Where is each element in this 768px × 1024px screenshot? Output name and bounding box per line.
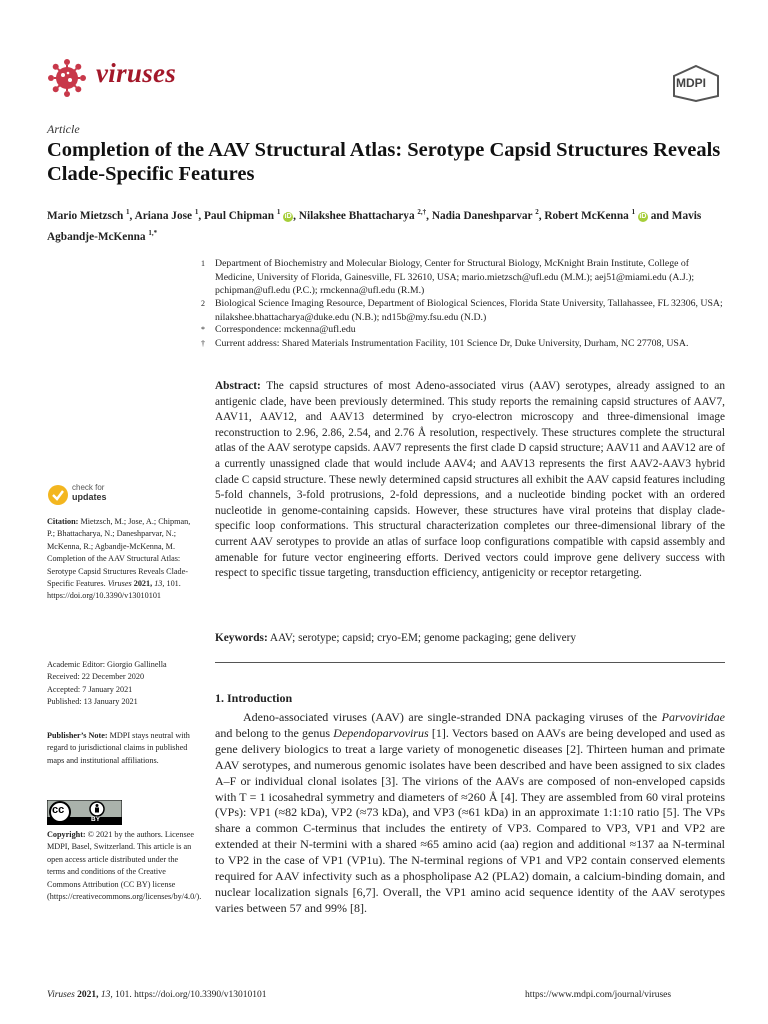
mdpi-logo [670,64,722,102]
abstract-label: Abstract: [215,380,261,392]
correspondence [201,323,725,337]
footer-volume: 13, [100,990,113,1000]
affiliation-mark: † [201,339,205,348]
section-divider [215,662,725,663]
author-name: Nadia Daneshparvar [431,209,536,222]
keywords-text: AAV; serotype; capsid; cryo-EM; genome packaging; gene delivery [269,632,576,644]
footer-year: 2021, [77,990,99,1000]
citation-volume: 13, [154,579,165,589]
publisher-note-text: MDPI stays neutral with regard to jurisdictional claims in published maps and institutional affiliations. [47,731,190,765]
author-affiliation-mark: 1 [276,208,281,216]
copyright-block [47,829,202,903]
copyright-text: © 2021 by the authors. Licensee MDPI, Basel, Switzerland. This article is an open access article distributed under the terms and conditions of the Creative Commons Attribution (CC BY) license (https://creativecommons.org/licenses/by/4.0/). [47,830,202,902]
citation-label: Citation: [47,517,79,526]
orcid-icon[interactable]: iD [284,212,292,220]
orcid-icon[interactable]: iD [639,212,647,220]
author-affiliation-mark: 2,† [417,208,427,216]
check-updates-line1: check for [72,483,105,492]
affiliation-2 [201,297,725,324]
check-updates-line2: updates [72,492,107,502]
author-list: Mario Mietzsch $^1$, Ariana Jose $^1$, Paul Chipman $^1$ iD , Nilakshee Bhattacharya $^{2,\dagger}$, Nadia Daneshparvar $^2$, Robert McKenna $^1$ iD and Mavis Agbandje-McKenna $^{1,*}$ [47,208,702,243]
cc-by-license-badge[interactable] [47,800,122,825]
author-name: Paul Chipman [203,209,277,222]
affiliation-mark: * [201,325,205,334]
article-title: Completion of the AAV Structural Atlas: Serotype Capsid Structures Reveals Clade-Specific Features [47,139,721,185]
cc-by-text: BY [91,816,101,823]
genus-name: Dependoparvovirus [333,725,429,740]
affiliation-1 [201,257,725,298]
author-affiliation-mark: 1,* [148,228,158,237]
intro-text: and belong to the genus [215,725,331,740]
intro-text: Adeno-associated viruses (AAV) are single-stranded DNA packaging viruses of the [243,710,658,724]
author-affiliation-mark: 1 [194,208,199,216]
published-date: Published: 13 January 2021 [47,697,138,707]
current-address [201,337,725,351]
author-name: Mario Mietzsch [47,209,127,222]
publisher-name: MDPI [676,76,706,90]
family-name: Parvoviridae [661,710,725,724]
footer-citation [47,990,266,1000]
received-date: Received: 22 December 2020 [47,672,145,682]
citation-block [47,516,197,603]
intro-text: [1]. Vectors based on AAVs are being developed and used as gene delivery biologics to treat a large variety of monogenetic diseases [2]. Thirteen human and primate AAV serotypes, and numerous genomic isolates have been described and have been assigned to six clades A–F or individual clonal isolates [3]. The virions of the AAVs are composed of non-enveloped capsids with T = 1 icosahedral symmetry and diameters of ≈260 Å [4]. They are assembled from 60 viral proteins (VPs): VP1 (≈82 kDa), VP2 (≈73 kDa), and VP3 (≈61 kDa) in an approximate 1:1:10 ratio [5]. The VPs share a common C-terminus that includes the entirety of VP3. Compared to VP3, VP1 and VP2 are extended at their N-termini with a shared ≈65 amino acid (aa) region and additional ≈137 aa N-terminal to VP2 in the case of VP1 (VP1u). The N-terminal regions of VP1 and VP2 contain conserved elements required for AAV infectivity such as a phospholipase A2 (PLA2) domain, a calcium-binding domain, and nuclear localization signals [6,7]. Overall, the VP1 amino acid sequence identity of the AAV serotypes varies between 57 and 99% [8]. [215,725,726,915]
author-name: Robert McKenna [544,209,632,222]
footer-doi[interactable]: 101. https://doi.org/10.3390/v13010101 [115,990,267,1000]
affiliation-text: Correspondence: mckenna@ufl.edu [215,324,356,335]
journal-logo-icon [47,58,87,98]
affiliation-text: Department of Biochemistry and Molecular Biology, Center for Structural Biology, McKnight Brain Institute, College of Medicine, University of Florida, Gainesville, FL 32610, USA; mario.mietzsch@ufl.edu (M.M.); aej51@miami.edu (A.J.); pchipman@ufl.edu (P.C.); rmckenna@ufl.edu (R.M.) [215,258,695,296]
introduction-paragraph [215,710,725,917]
journal-name: viruses [96,58,177,88]
check-for-updates-button[interactable] [47,482,167,508]
footer-journal: Viruses [47,990,75,1000]
footer-journal-url[interactable]: https://www.mdpi.com/journal/viruses [525,990,672,1000]
check-updates-icon [47,484,69,506]
academic-editor: Academic Editor: Giorgio Gallinella [47,660,167,669]
affiliation-mark: 2 [201,299,205,308]
author-affiliation-mark: 1 [631,208,636,216]
section-heading: 1. Introduction [215,691,293,705]
affiliation-mark: 1 [201,259,205,268]
citation-year: 2021, [133,579,153,589]
cc-text: cc [52,804,65,816]
author-name: Ariana Jose [134,209,195,222]
author-name: Mavis Agbandje-McKenna [47,209,702,243]
abstract-text: The capsid structures of most Adeno-associated virus (AAV) serotypes, already assigned to an antigenic clade, have been previously determined. This study reports the remaining capsid structures of AAV7, AAV11, AAV12, and AAV13 determined by cryo-electron microscopy and three-dimensional image reconstruction to 2.96, 2.86, 2.54, and 2.76 Å resolution, respectively. These structures complete the structural atlas of the AAV serotype capsids. AAV7 represents the first clade D capsid structure; AAV11 and AAV12 are of a currently unassigned clade that would include AAV4; and AAV13 represents the first AAV2-AAV3 hybrid clade C capsid structure. These newly determined capsid structures all exhibit the AAV capsid features including 5-fold channels, 3-fold protrusions, 2-fold depressions, and a nucleotide binding pocket with an ordered nucleotide in genome-containing capsids. However, these structures have viral proteins that display clade-specific loop conformations. This structural characterization completes our three-dimensional library of the current AAV serotypes to provide an atlas of surface loop configurations compatible with capsid assembly and amenable for future vector engineering efforts. Derived vectors could improve gene delivery success with respect to specific tissue targeting, transduction efficiency, antigenicity or receptor retargeting. [215,380,726,580]
citation-doi[interactable]: 101. https://doi.org/10.3390/v13010101 [47,579,181,601]
publisher-note [47,730,197,767]
affiliation-text: Biological Science Imaging Resource, Department of Biological Sciences, Florida State University, Tallahassee, FL 32306, USA; nilakshee.bhattacharya@duke.edu (N.B.); nd15b@my.fsu.edu (N.D.) [215,298,723,323]
article-type: Article [47,122,80,136]
author-name: Nilakshee Bhattacharya [298,209,418,222]
author-affiliation-mark: 1 [126,208,130,216]
copyright-label: Copyright: [47,830,86,839]
abstract [215,379,725,582]
publisher-note-label: Publisher’s Note: [47,731,108,740]
citation-text: Mietzsch, M.; Jose, A.; Chipman, P.; Bhattacharya, N.; Daneshparvar, N.; McKenna, R.; Agbandje-McKenna, M. Completion of the AAV Structural Atlas: Serotype Capsid Structures Reveals Clade-Specific Features. [47,517,191,589]
accepted-date: Accepted: 7 January 2021 [47,684,133,694]
keywords-label: Keywords: [215,632,268,644]
keywords [215,631,725,646]
citation-journal: Viruses [107,579,132,589]
affiliation-text: Current address: Shared Materials Instrumentation Facility, 101 Science Dr, Duke University, Durham, NC 27708, USA. [215,338,689,349]
dates-block [47,659,197,709]
author-affiliation-mark: 2 [535,208,539,216]
